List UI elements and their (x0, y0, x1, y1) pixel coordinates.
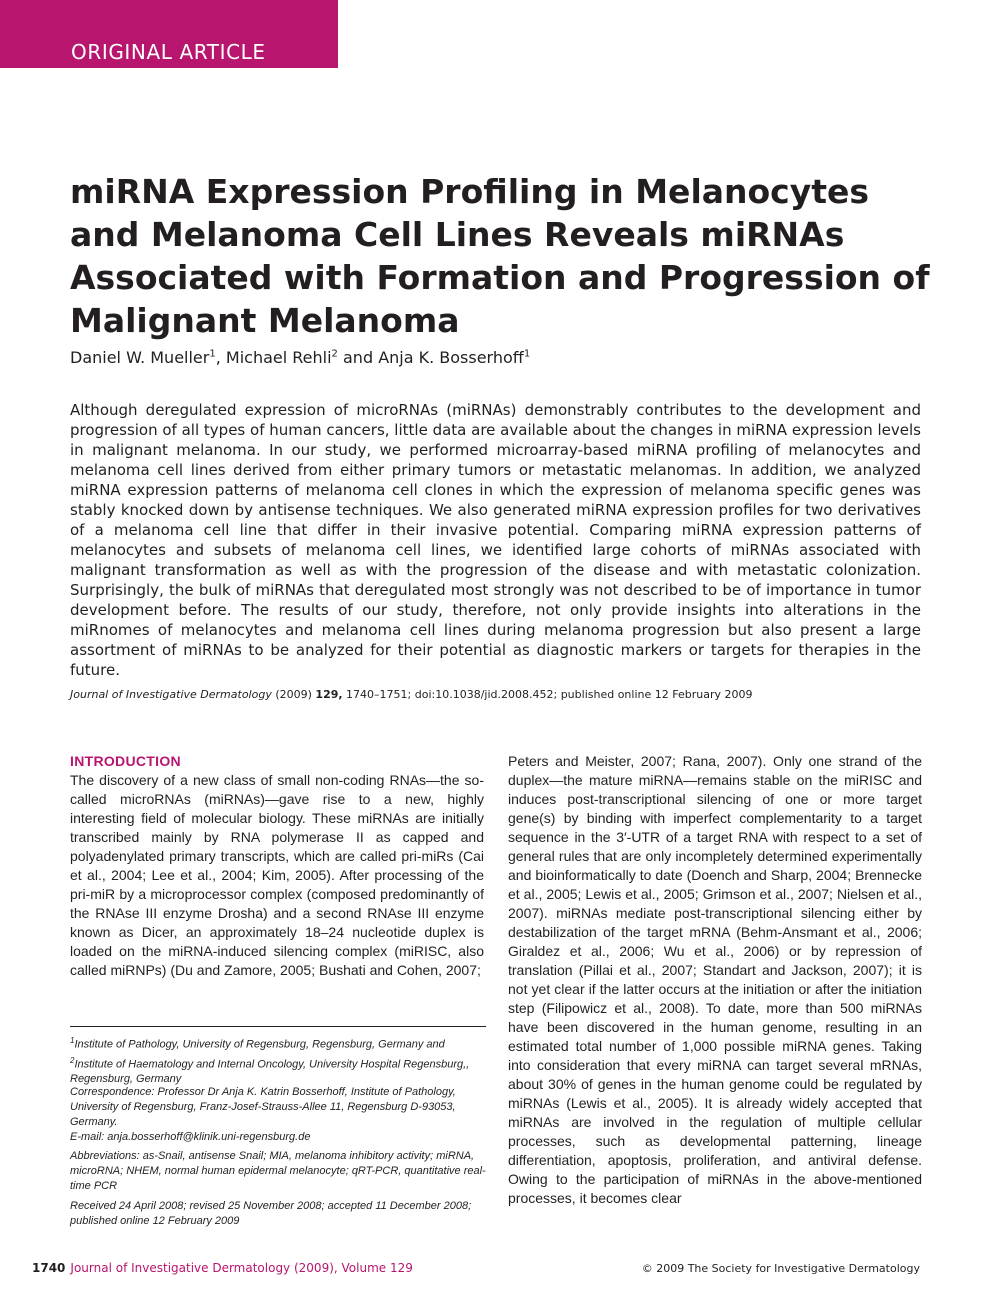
section-heading: INTRODUCTION (70, 753, 181, 769)
citation-journal: Journal of Investigative Dermatology (70, 688, 272, 701)
author-name: Michael Rehli (225, 348, 332, 367)
article-type-label: ORIGINAL ARTICLE (71, 40, 266, 64)
copyright-notice: © 2009 The Society for Investigative Dermatology (641, 1262, 920, 1275)
email-text: E-mail: anja.bosserhoff@klinik.uni-regensburg.de (70, 1131, 311, 1143)
page-number: 1740 (32, 1261, 66, 1275)
received-footnote: Received 24 April 2008; revised 25 November 2008; accepted 11 December 2008; published online 12 February 2009 (70, 1200, 472, 1227)
citation-volume: 129, (315, 688, 343, 701)
affiliation-marker: 1 (70, 1036, 75, 1045)
citation-details: 1740–1751; doi:10.1038/jid.2008.452; published online 12 February 2009 (342, 688, 753, 701)
author-list (70, 348, 530, 367)
affiliation-marker: 2 (331, 348, 338, 360)
footer-journal: Journal of Investigative Dermatology (2009), Volume 129 (70, 1261, 413, 1275)
correspondence-footnote (70, 1085, 486, 1145)
correspondence-text: Correspondence: Professor Dr Anja K. Katrin Bosserhoff, Institute of Pathology, University of Regensburg, Franz-Josef-Strauss-Allee 11, Regensburg D-93053, Germany. (70, 1086, 456, 1128)
body-paragraph: The discovery of a new class of small non-coding RNAs—the so-called microRNAs (miRNAs)—gave rise to a new, highly interesting field of molecular biology. These miRNAs are initially transcribed mainly by RNA polymerase II as capped and polyadenylated primary transcripts, which are called pri-miRs (Cai et al., 2004; Lee et al., 2004; Kim, 2005). After processing of the pri-miR by a microprocessor complex (composed predominantly of the RNAse III enzyme Drosha) and a second RNAse III enzyme known as Dicer, an approximately 18–24 nucleotide duplex is loaded on the miRNA-induced silencing complex (miRISC, also called miRNPs) (Du and Zamore, 2005; Bushati and Cohen, 2007; (70, 772, 484, 978)
author-separator: and (337, 348, 379, 367)
author-name: Daniel W. Mueller (70, 348, 210, 367)
affiliations-footnote (70, 1033, 486, 1087)
article-title: miRNA Expression Profiling in Melanocytes and Melanoma Cell Lines Reveals miRNAs Associated with Formation and Progression of Malignant Melanoma (70, 172, 930, 340)
author-separator: , (215, 348, 226, 367)
affiliation-2: Institute of Haematology and Internal Oncology, University Hospital Regensburg,, Regensburg, Germany (70, 1058, 470, 1086)
abstract: Although deregulated expression of microRNAs (miRNAs) demonstrably contributes to the development and progression of all types of human cancers, little data are available about the changes in miRNA expression levels in malignant melanoma. In our study, we performed microarray-based miRNA profiling of melanocytes and melanoma cell lines derived from either primary tumors or metastatic melanomas. In addition, we analyzed miRNA expression patterns of melanoma cell clones in which the expression of melanoma specific genes was stably knocked down by antisense techniques. We also generated miRNA expression profiles for two derivatives of a melanoma cell line that differ in their invasive potential. Comparing miRNA expression patterns of melanocytes and subsets of melanoma cell lines, we identified large cohorts of miRNAs associated with malignant transformation as well as with the progression of the disease and with metastatic colonization. Surprisingly, the bulk of miRNAs that deregulated most strongly was not described to be of importance in tumor development before. The results of our study, therefore, not only provide insights into alterations in the miRnomes of melanocytes and melanoma cell lines during melanoma progression but also present a large assortment of miRNAs to be analyzed for their potential as diagnostic markers or targets for therapies in the future. (70, 401, 921, 679)
abbreviations-footnote: Abbreviations: as-Snail, antisense Snail; MIA, melanoma inhibitory activity; miRNA, microRNA; NHEM, normal human epidermal melanocyte; qRT-PCR, quantitative real-time PCR (70, 1150, 486, 1192)
page-footer-left (32, 1261, 413, 1275)
affiliation-marker: 2 (70, 1055, 75, 1065)
citation-year: (2009) (271, 688, 316, 701)
article-type-banner (0, 0, 338, 68)
affiliation-marker: 1 (209, 348, 216, 360)
affiliation-marker: 1 (523, 348, 531, 360)
footnote-divider (70, 1026, 486, 1027)
body-paragraph: Peters and Meister, 2007; Rana, 2007). Only one strand of the duplex—the mature miRNA—remains stable on the miRISC and induces post-transcriptional silencing of one or more target gene(s) by binding with imperfect complementarity to a target sequence in the 3′-UTR of a target RNA with respect to a set of general rules that are only incompletely determined experimentally and bioinformatically to date (Doench and Sharp, 2004; Brennecke et al., 2005; Lewis et al., 2005; Grimson et al., 2007; Nielsen et al., 2007). miRNAs mediate post-transcriptional silencing either by destabilization of the target mRNA (Behm-Ansmant et al., 2006; Giraldez et al., 2006; Wu et al., 2006) or by repression of translation (Pillai et al., 2007; Standart and Jackson, 2007); it is not yet clear if the latter occurs at the initiation or after the initiation step (Filipowicz et al., 2008). To date, more than 500 miRNAs have been discovered in the human genome, resulting in an estimated total number of 1,000 possible miRNA genes. Taking into consideration that every miRNA can target several mRNAs, about 30% of genes in the human genome could be regulated by miRNAs (Lewis et al., 2005). It is already widely accepted that miRNAs are involved in the regulation of multiple cellular processes, such as developmental patterning, lineage differentiation, apoptosis, proliferation, and antiviral defense. Owing to the participation of miRNAs in the above-mentioned processes, it becomes clear (508, 753, 922, 1206)
citation-line (70, 688, 752, 701)
body-column-left (70, 752, 484, 980)
body-column-right (508, 752, 922, 1208)
author-name: Anja K. Bosserhoff (378, 348, 524, 367)
affiliation-1: Institute of Pathology, University of Regensburg, Regensburg, Germany and (74, 1038, 445, 1051)
